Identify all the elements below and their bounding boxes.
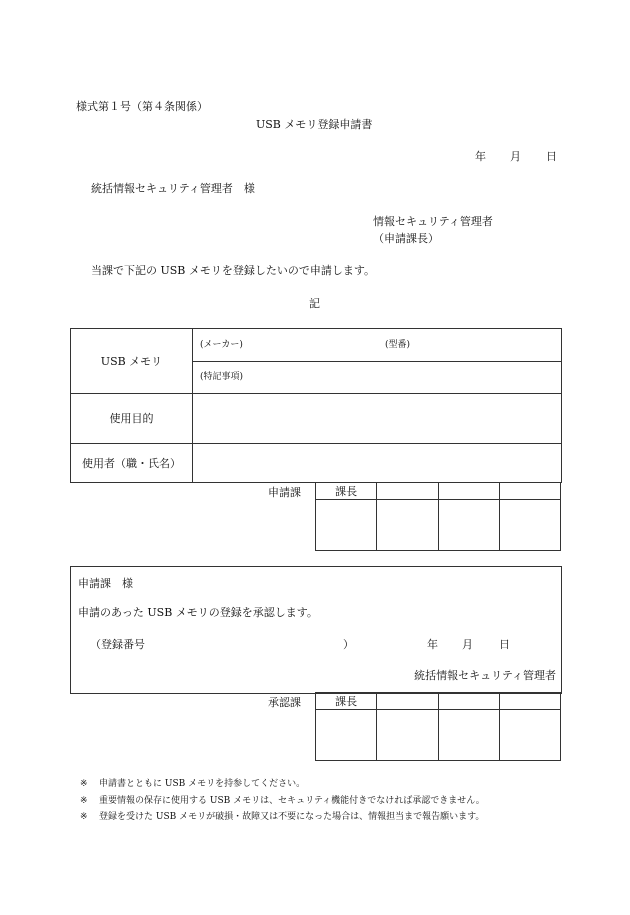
approve-stamp-cell[interactable] (316, 710, 377, 761)
registration-number-open: （登録番号 (90, 638, 145, 651)
apply-stamp-cell[interactable] (438, 500, 499, 551)
maker-label: (メーカー) (200, 340, 243, 350)
approve-stamp-header-cell (438, 693, 499, 710)
note-item (80, 797, 485, 806)
ki-label: 記 (309, 297, 320, 310)
approval-message: 申請のあった USB メモリの登録を承認します。 (78, 606, 318, 619)
approve-stamp-header-cell (377, 693, 438, 710)
approve-dept-label: 承認課 (268, 696, 301, 709)
apply-stamp-header-cell (499, 483, 560, 500)
note-text: 登録を受けた USB メモリが破損・故障又は不要になった場合は、情報担当まで報告願います。 (99, 812, 485, 822)
note-text: 重要情報の保存に使用する USB メモリは、セキュリティ機能付きでなければ承認できません。 (99, 796, 485, 806)
purpose-label: 使用目的 (71, 394, 193, 444)
model-label: (型番) (385, 340, 411, 350)
date-day: 日 (546, 150, 557, 163)
approval-signer: 統括情報セキュリティ管理者 (414, 669, 556, 682)
usb-memory-label: USB メモリ (71, 329, 193, 394)
notes-cell[interactable] (193, 362, 562, 394)
purpose-cell[interactable] (193, 394, 562, 444)
approve-stamp-cell[interactable] (377, 710, 438, 761)
apply-stamp-cell[interactable] (316, 500, 377, 551)
approval-day: 日 (499, 638, 510, 651)
approve-stamp-grid (315, 692, 561, 761)
addressee: 統括情報セキュリティ管理者 様 (91, 182, 255, 195)
approval-month: 月 (462, 638, 473, 651)
apply-stamp-cell[interactable] (499, 500, 560, 551)
usb-info-table (70, 328, 562, 483)
note-item (80, 780, 305, 789)
approval-year: 年 (427, 638, 438, 651)
apply-dept-label: 申請課 (268, 486, 301, 499)
note-mark: ※ (80, 812, 88, 822)
approval-to: 申請課 様 (78, 577, 133, 590)
request-text: 当課で下記の USB メモリを登録したいので申請します。 (91, 264, 376, 277)
approve-stamp-cell[interactable] (499, 710, 560, 761)
form-number: 様式第１号（第４条関係） (76, 100, 208, 113)
date-month: 月 (510, 150, 521, 163)
approve-stamp-cell[interactable] (438, 710, 499, 761)
note-text: 申請書とともに USB メモリを持参してください。 (99, 779, 306, 789)
applicant-sub: （申請課長） (373, 232, 439, 245)
page-title: USB メモリ登録申請書 (256, 118, 373, 131)
date-year: 年 (475, 150, 486, 163)
note-mark: ※ (80, 796, 88, 806)
notes-label: (特記事項) (200, 372, 244, 382)
apply-stamp-grid (315, 482, 561, 551)
user-label: 使用者（職・氏名） (71, 444, 193, 483)
apply-stamp-cell[interactable] (377, 500, 438, 551)
apply-stamp-header-cell (438, 483, 499, 500)
apply-stamp-header-cell (377, 483, 438, 500)
maker-model-cell[interactable] (193, 329, 562, 362)
note-mark: ※ (80, 779, 88, 789)
apply-chief-label: 課長 (316, 483, 377, 500)
approve-chief-label: 課長 (316, 693, 377, 710)
user-cell[interactable] (193, 444, 562, 483)
approval-box (70, 566, 562, 694)
note-item (80, 813, 484, 822)
approve-stamp-header-cell (499, 693, 560, 710)
registration-number-close: ） (343, 638, 354, 651)
applicant-title: 情報セキュリティ管理者 (373, 215, 493, 228)
